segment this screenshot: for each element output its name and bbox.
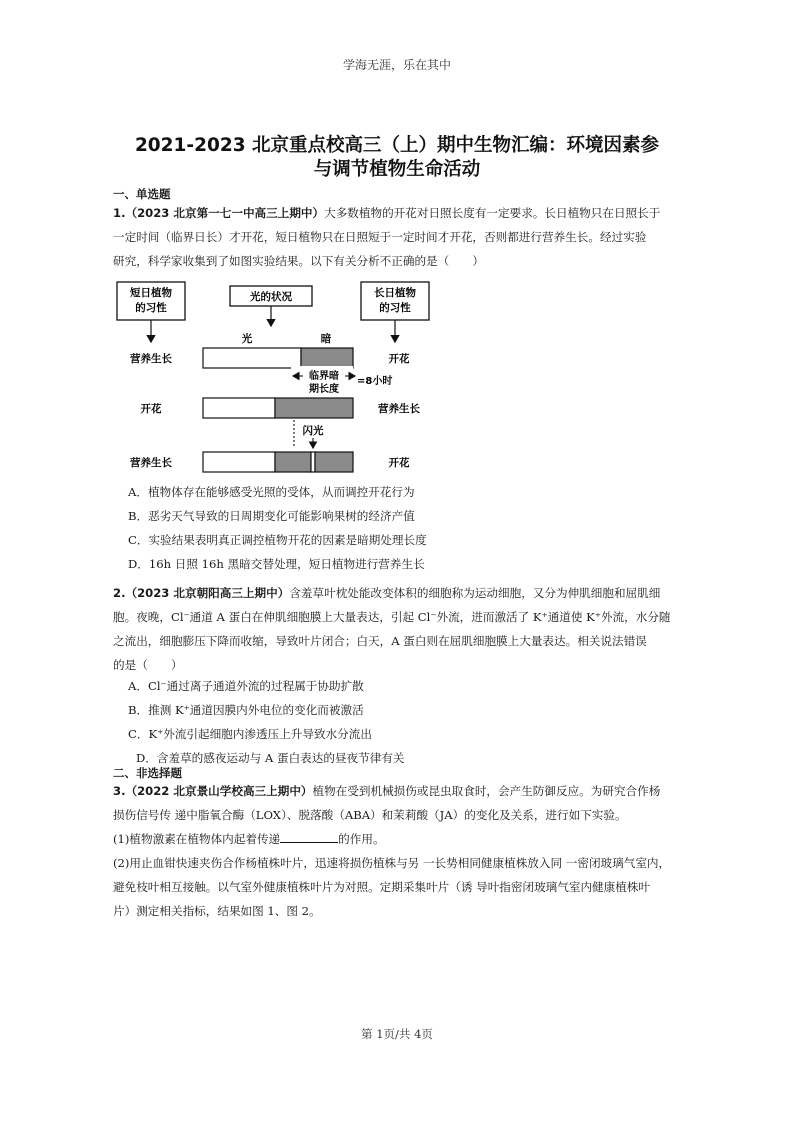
row2-left-label: 开花 — [140, 403, 162, 415]
question-source: （2023 北京朝阳高三上期中） — [125, 586, 290, 600]
question-3-stem: 3.（2022 北京景山学校高三上期中）植物在受到机械损伤或昆虫取食时，会产生防御反应。为研究合作杨 损伤信号传 递中脂氧合酶（LOX）、脱落酸（ABA）和茉莉酸（JA）的变化及关系，进行如下实验。 (1)植物激素在植物体内起着传递 的作用。 (2)用止血钳快速夹伤合作杨植株叶片，迅速将损伤植株与另 一长势相同健康植株放入同 一密闭玻璃气室内， 避免枝叶相互接触。以气室外健康植株叶片为对照。定期采集叶片（诱 导叶指密闭玻璃气室内健康植株叶 片）测定相关指标，结果如图 1、图 2。 — [113, 779, 685, 923]
answer-blank[interactable] — [280, 830, 338, 843]
critical-dark-label-2: 期长度 — [309, 384, 339, 395]
title-line-2: 与调节植物生命活动 — [313, 159, 481, 180]
long-day-box-line2: 的习性 — [379, 302, 411, 314]
short-day-box-line1: 短日植物 — [130, 287, 172, 299]
q2-option-a: A．Cl⁻通过离子通道外流的过程属于协助扩散 — [128, 679, 364, 693]
row3-left-label: 营养生长 — [130, 457, 172, 469]
row2-dark-bar — [275, 398, 353, 418]
row1-right-label: 开花 — [388, 353, 410, 365]
q1-option-d: D．16h 日照 16h 黑暗交替处理，短日植物进行营养生长 — [128, 557, 425, 571]
q1-option-a: A．植物体存在能够感受光照的受体，从而调控开花行为 — [128, 485, 415, 499]
q1-option-b: B．恶劣天气导致的日周期变化可能影响果树的经济产值 — [128, 509, 415, 523]
question-1-stem: 1.（2023 北京第一七一中高三上期中）大多数植物的开花对日照长度有一定要求。长日植物只在日照长于 一定时间（临界日长）才开花，短日植物只在日照短于一定时间才开花，否则都进行营养生长。经过实验 研究，科学家收集到了如图实验结果。以下有关分析不正确的是（ ） — [113, 206, 661, 268]
section-heading-single-choice: 一、单选题 — [113, 187, 171, 201]
question-number: 2. — [113, 586, 126, 600]
long-day-box-line1: 长日植物 — [374, 287, 416, 299]
row3-dark-bar-2 — [315, 452, 353, 472]
row1-light-bar — [203, 348, 301, 368]
document-title — [100, 134, 694, 182]
critical-dark-label-1: 临界暗 — [309, 371, 339, 382]
title-line-1: 2021-2023 北京重点校高三（上）期中生物汇编：环境因素参 — [134, 135, 660, 156]
row3-right-label: 开花 — [388, 457, 410, 469]
row2-right-label: 营养生长 — [378, 403, 420, 415]
row3-flash-gap — [311, 452, 315, 472]
row3-dark-bar-1 — [275, 452, 311, 472]
q3-subquestion-2: (2)用止血钳快速夹伤合作杨植株叶片，迅速将损伤植株与另 一长势相同健康植株放入同 一密闭玻璃气室内， — [113, 856, 671, 870]
q1-option-c: C．实验结果表明真正调控植物开花的因素是暗期处理长度 — [128, 533, 427, 547]
page-header: 学海无涯，乐在其中 — [342, 58, 451, 72]
light-label: 光 — [241, 333, 253, 345]
q2-option-d: D．含羞草的感夜运动与 A 蛋白表达的昼夜节律有关 — [136, 751, 405, 765]
dark-label: 暗 — [320, 333, 332, 345]
q2-option-c: C．K⁺外流引起细胞内渗透压上升导致水分流出 — [128, 727, 372, 741]
question-number: 3. — [113, 784, 126, 798]
question-2-stem: 2.（2023 北京朝阳高三上期中）含羞草叶枕处能改变体积的细胞称为运动细胞，又分为伸肌细胞和屈肌细 胞。夜晚，Cl⁻通道 A 蛋白在伸肌细胞膜上大量表达，引起 Cl⁻外流，进而激活了 K⁺通道使 K⁺外流，水分随 之流出，细胞膨压下降而收缩，导致叶片闭合；白天，A 蛋白则在屈肌细胞膜上大量表达。相关说法错误 的是（ ） — [113, 586, 671, 672]
page-footer: 第 1页/共 4页 — [361, 1027, 433, 1041]
question-source: （2022 北京景山学校高三上期中） — [125, 784, 313, 798]
q3-subquestion-1: (1)植物激素在植物体内起着传递 的作用。 — [113, 832, 385, 846]
light-condition-label: 光的状况 — [250, 291, 292, 303]
row2-light-bar — [203, 398, 275, 418]
photoperiod-diagram — [113, 278, 453, 478]
row3-light-bar — [203, 452, 275, 472]
question-number: 1. — [113, 206, 126, 220]
flash-label: 闪光 — [302, 425, 324, 437]
row1-left-label: 营养生长 — [130, 353, 172, 365]
q2-option-b: B．推测 K⁺通道因膜内外电位的变化而被激活 — [128, 703, 364, 717]
question-source: （2023 北京第一七一中高三上期中） — [125, 206, 325, 220]
eight-hours-label: =8小时 — [357, 376, 393, 387]
row1-dark-bar — [301, 348, 353, 368]
section-heading-non-choice: 二、非选择题 — [113, 766, 182, 780]
short-day-box-line2: 的习性 — [135, 302, 167, 314]
